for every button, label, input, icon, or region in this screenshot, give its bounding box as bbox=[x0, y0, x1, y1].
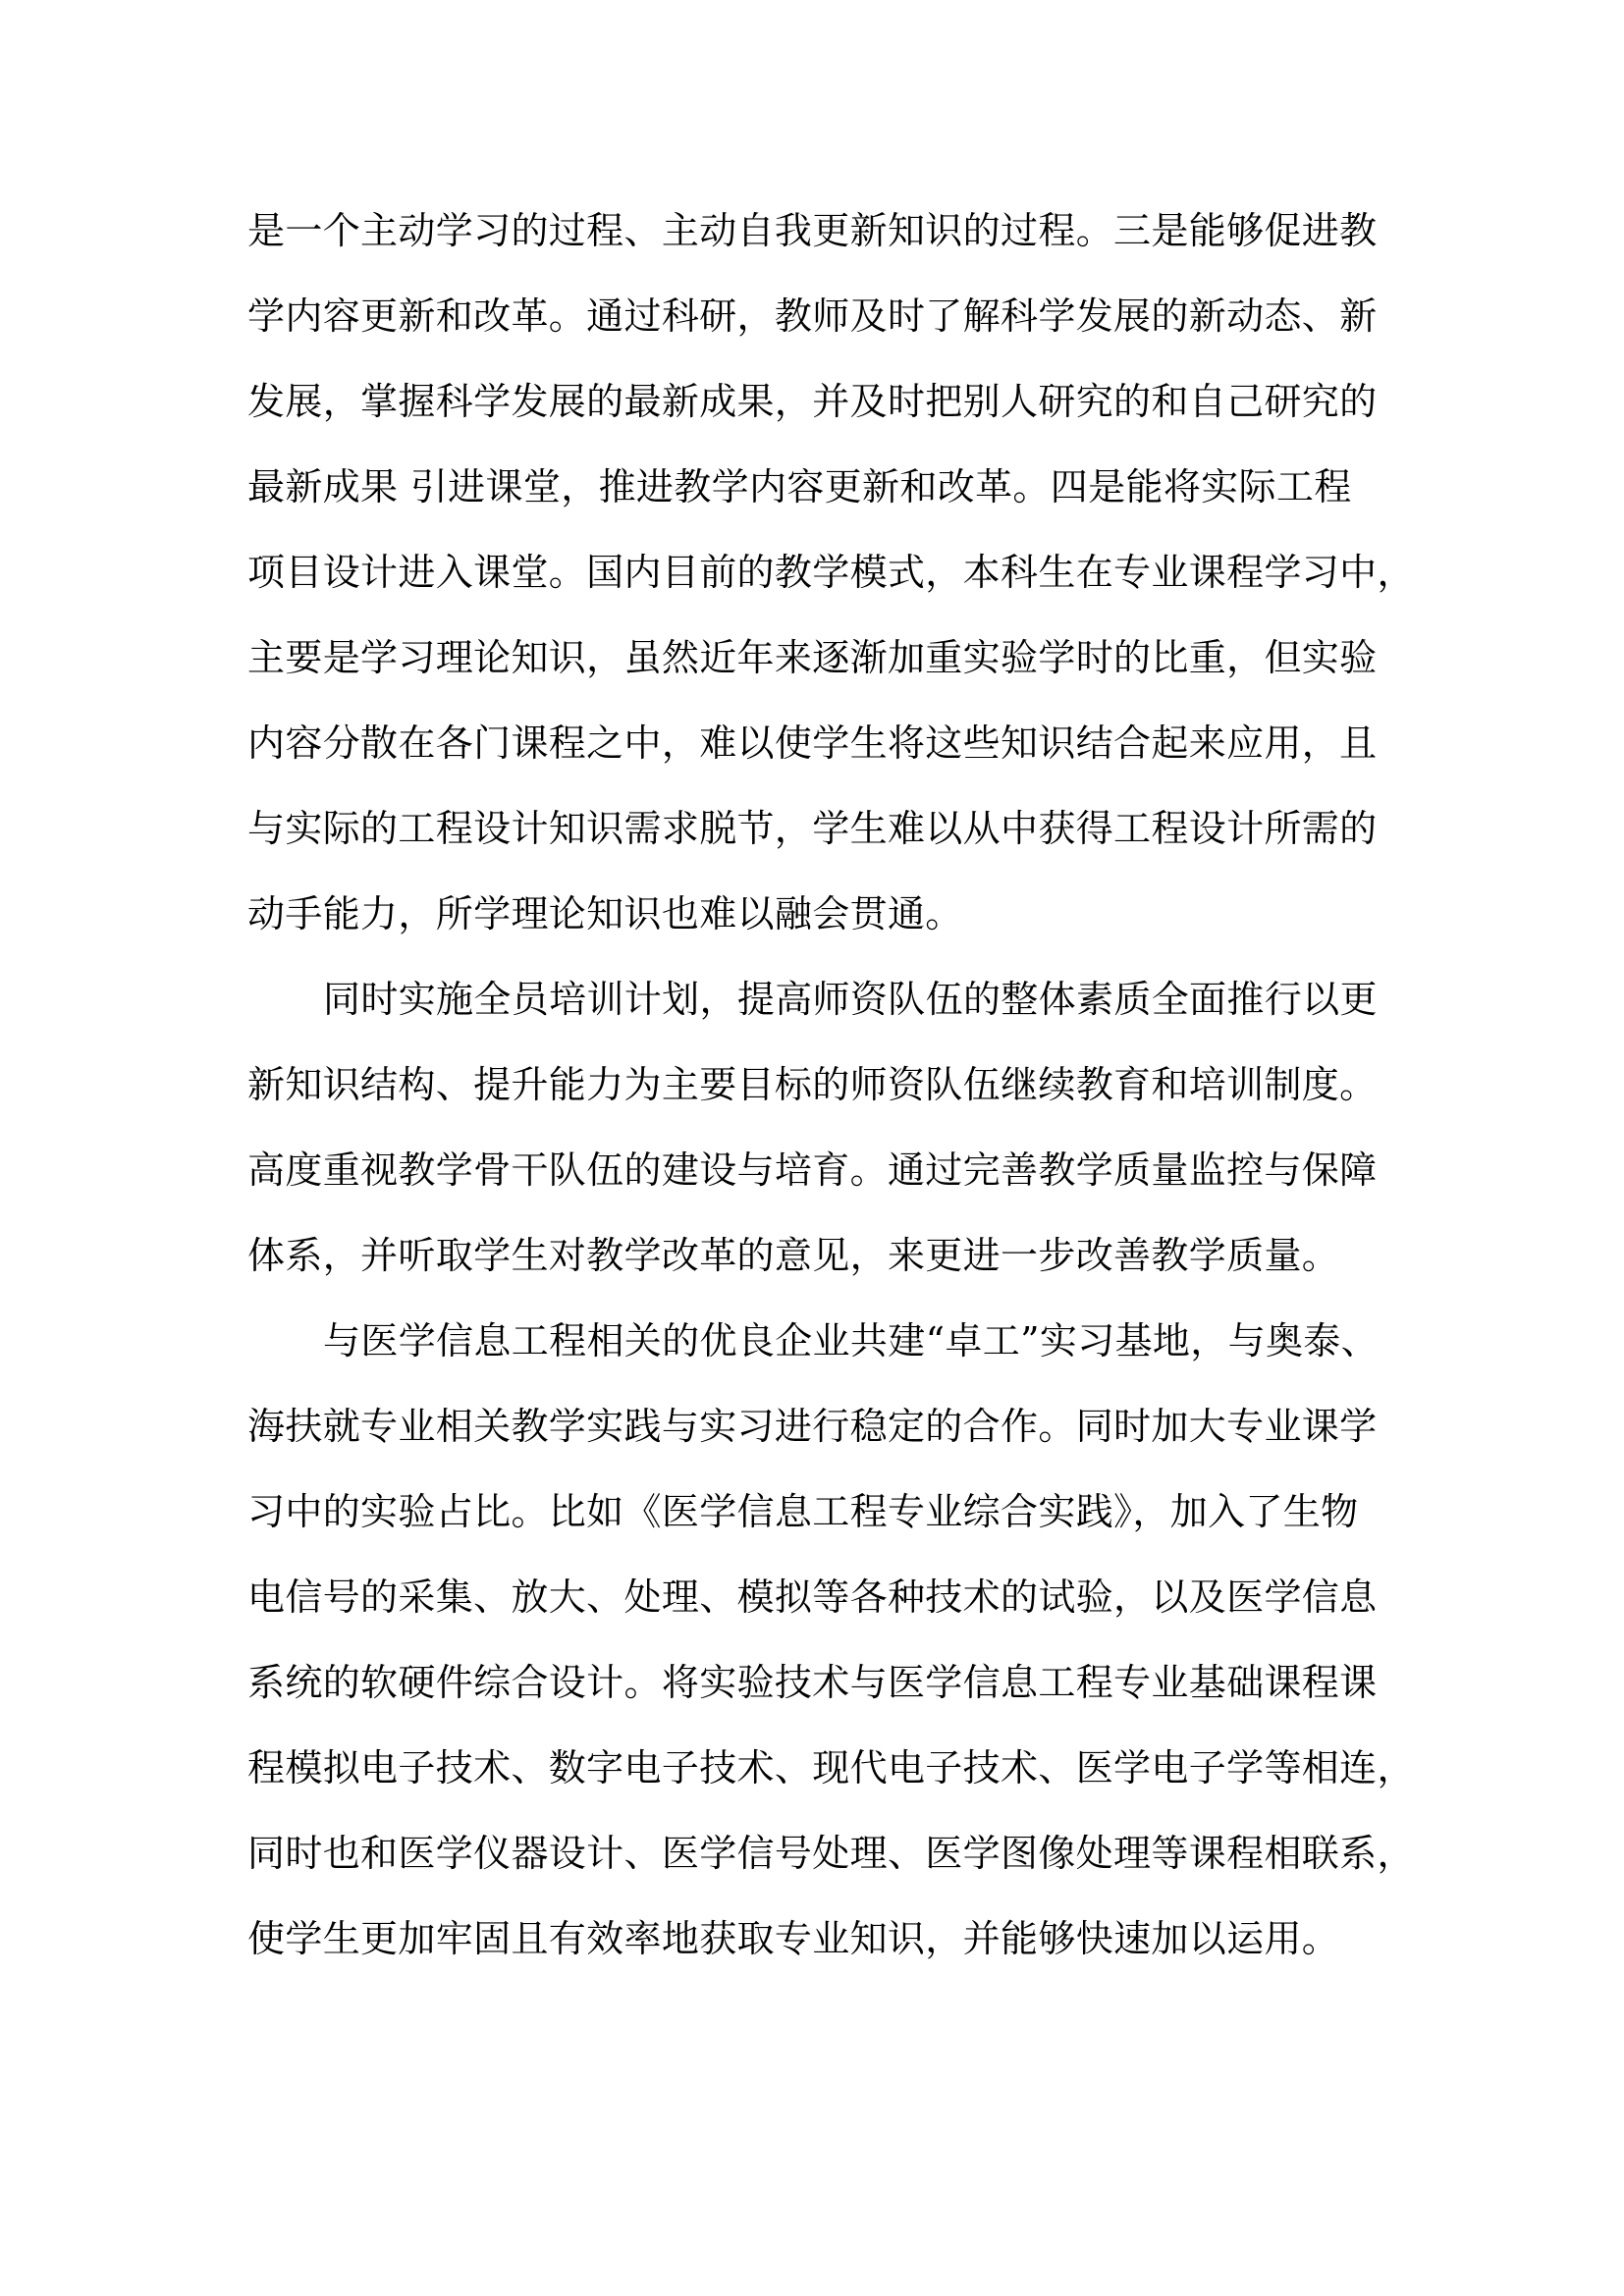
text-line: 习中的实验占比。比如《医学信息工程专业综合实践》，加入了生物 bbox=[247, 1490, 1359, 1533]
text-line: 程模拟电子技术、数字电子技术、现代电子技术、医学电子学等相连， bbox=[247, 1746, 1415, 1789]
text-line: 发展，掌握科学发展的最新成果，并及时把别人研究的和自己研究的 bbox=[247, 380, 1378, 423]
text-line: 同时实施全员培训计划，提高师资队伍的整体素质全面推行以更 bbox=[323, 978, 1378, 1021]
page-text-block bbox=[247, 188, 1415, 1982]
text-line: 动手能力，所学理论知识也难以融会贯通。 bbox=[247, 892, 963, 935]
text-line: 最新成果 引进课堂，推进教学内容更新和改革。四是能将实际工程 bbox=[247, 465, 1352, 508]
text-line: 同时也和医学仪器设计、医学信号处理、医学图像处理等课程相联系， bbox=[247, 1832, 1415, 1875]
text-line: 高度重视教学骨干队伍的建设与培育。通过完善教学质量监控与保障 bbox=[247, 1148, 1378, 1192]
paragraph-3 bbox=[247, 1299, 1415, 1982]
text-line: 内容分散在各门课程之中，难以使学生将这些知识结合起来应用，且 bbox=[247, 721, 1378, 765]
text-line: 海扶就专业相关教学实践与实习进行稳定的合作。同时加大专业课学 bbox=[247, 1405, 1378, 1448]
text-line: 项目设计进入课堂。国内目前的教学模式，本科生在专业课程学习中， bbox=[247, 551, 1415, 594]
text-line: 体系，并听取学生对教学改革的意见，来更进一步改善教学质量。 bbox=[247, 1234, 1340, 1277]
text-line: 学内容更新和改革。通过科研，教师及时了解科学发展的新动态、新 bbox=[247, 294, 1378, 338]
paragraph-1 bbox=[247, 188, 1415, 957]
text-line: 电信号的采集、放大、处理、模拟等各种技术的试验，以及医学信息 bbox=[247, 1575, 1378, 1619]
text-line: 新知识结构、提升能力为主要目标的师资队伍继续教育和培训制度。 bbox=[247, 1063, 1378, 1106]
text-line: 是一个主动学习的过程、主动自我更新知识的过程。三是能够促进教 bbox=[247, 209, 1378, 252]
text-line: 与医学信息工程相关的优良企业共建“卓工”实习基地，与奥泰、 bbox=[323, 1319, 1380, 1362]
paragraph-2 bbox=[247, 957, 1377, 1299]
text-line: 主要是学习理论知识，虽然近年来逐渐加重实验学时的比重，但实验 bbox=[247, 636, 1378, 679]
text-line: 与实际的工程设计知识需求脱节，学生难以从中获得工程设计所需的 bbox=[247, 807, 1378, 850]
text-line: 系统的软硬件综合设计。将实验技术与医学信息工程专业基础课程课 bbox=[247, 1661, 1378, 1704]
text-line: 使学生更加牢固且有效率地获取专业知识，并能够快速加以运用。 bbox=[247, 1917, 1340, 1960]
